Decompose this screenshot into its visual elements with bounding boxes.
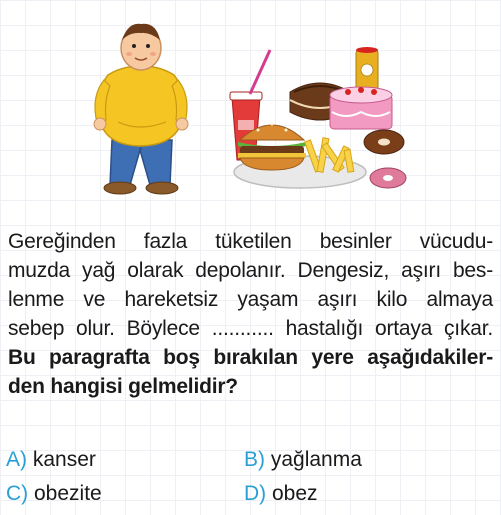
junk-food-pile <box>230 47 406 188</box>
question-line: den hangisi gelmelidir? <box>8 375 238 398</box>
option-text: obezite <box>34 482 102 505</box>
overweight-man-figure <box>94 24 188 194</box>
option-a[interactable] <box>6 446 96 474</box>
option-letter: B) <box>244 448 271 471</box>
paragraph-line: muzda yağ olarak depolanır. Dengesiz, aşırı bes- <box>8 259 493 282</box>
option-text: yağlanma <box>270 448 362 471</box>
option-letter: A) <box>6 448 33 471</box>
obese-man-and-junk-food-illustration <box>0 0 501 220</box>
answer-options <box>6 446 496 510</box>
question-paragraph <box>8 227 493 343</box>
question-line: Bu paragrafta boş bırakılan yere aşağıdakiler- <box>8 346 493 369</box>
option-text: kanser <box>32 448 96 471</box>
question-stem <box>8 343 493 401</box>
paragraph-line: lenme ve hareketsiz yaşam aşırı kilo almaya <box>8 288 493 311</box>
illustration <box>0 0 501 220</box>
option-d[interactable] <box>244 480 318 508</box>
option-letter: D) <box>244 482 272 505</box>
option-b[interactable] <box>244 446 362 474</box>
option-letter: C) <box>6 482 34 505</box>
paragraph-line: sebep olur. Böylece ........... hastalığı ortaya çıkar. <box>8 317 493 340</box>
paragraph-line: Gereğinden fazla tüketilen besinler vücudu- <box>8 230 493 253</box>
option-c[interactable] <box>6 480 102 508</box>
option-text: obez <box>272 482 318 505</box>
